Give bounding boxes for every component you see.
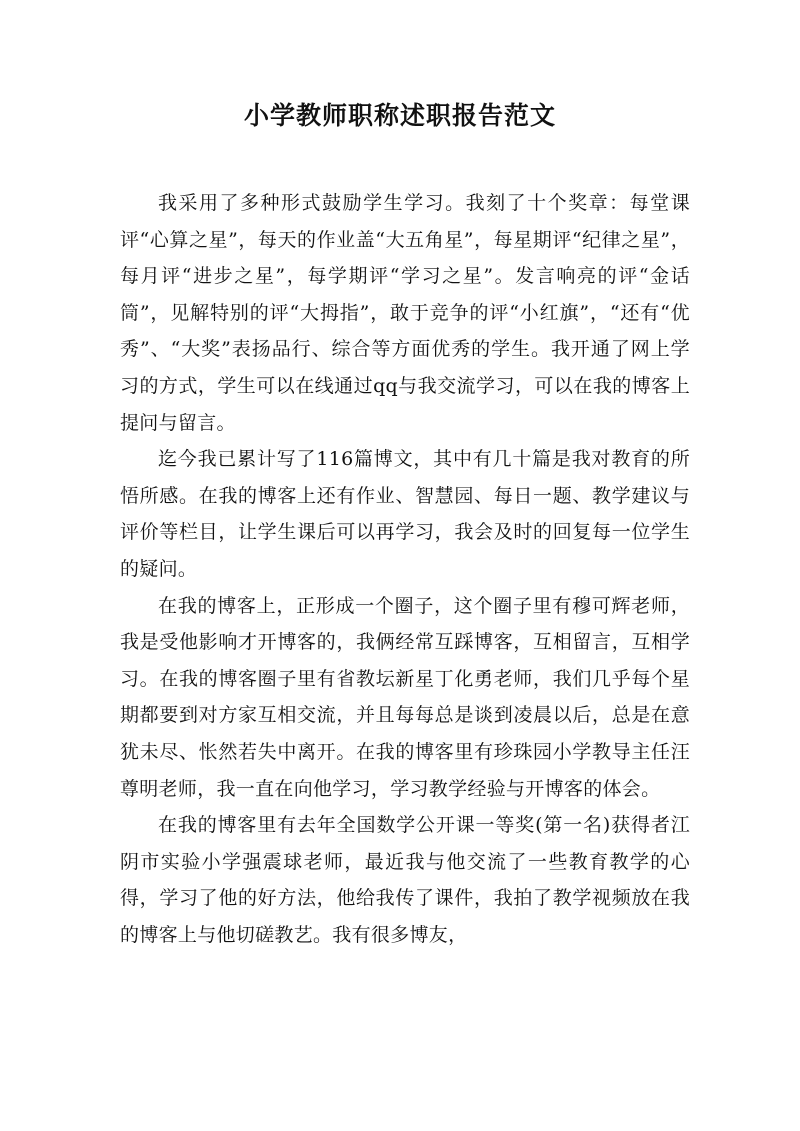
paragraph-4: 在我的博客里有去年全国数学公开课一等奖(第一名)获得者江阴市实验小学强震球老师，最近我与他交流了一些教育教学的心得，学习了他的好方法，他给我传了课件，我拍了教学视频放在我的博客上与他切磋教艺。我有很多博友，: [120, 814, 690, 946]
document-body: [120, 185, 690, 953]
document-title: 小学教师职称述职报告范文: [243, 101, 556, 130]
paragraph-3: 在我的博客上，正形成一个圈子，这个圈子里有穆可辉老师，我是受他影响才开博客的，我俩经常互踩博客，互相留言，互相学习。在我的博客圈子里有省教坛新星丁化勇老师，我们几乎每个星期都要到对方家互相交流，并且每每总是谈到凌晨以后，总是在意犹未尽、怅然若失中离开。在我的博客里有珍珠园小学教导主任汪尊明老师，我一直在向他学习，学习教学经验与开博客的体会。: [120, 594, 690, 800]
paragraph-2: 迄今我已累计写了116篇博文，其中有几十篇是我对教育的所悟所感。在我的博客上还有作业、智慧园、每日一题、教学建议与评价等栏目，让学生课后可以再学习，我会及时的回复每一位学生的疑问。: [120, 448, 690, 580]
paragraph-1: 我采用了多种形式鼓励学生学习。我刻了十个奖章：每堂课评“心算之星”，每天的作业盖“大五角星”，每星期评“纪律之星”，每月评“进步之星”，每学期评“学习之星”。发言响亮的评“金话筒”，见解特别的评“大拇指”，敢于竞争的评“小红旗”，“还有“优秀”、“大奖”表扬品行、综合等方面优秀的学生。我开通了网上学习的方式，学生可以在线通过qq与我交流学习，可以在我的博客上提问与留言。: [120, 192, 690, 434]
